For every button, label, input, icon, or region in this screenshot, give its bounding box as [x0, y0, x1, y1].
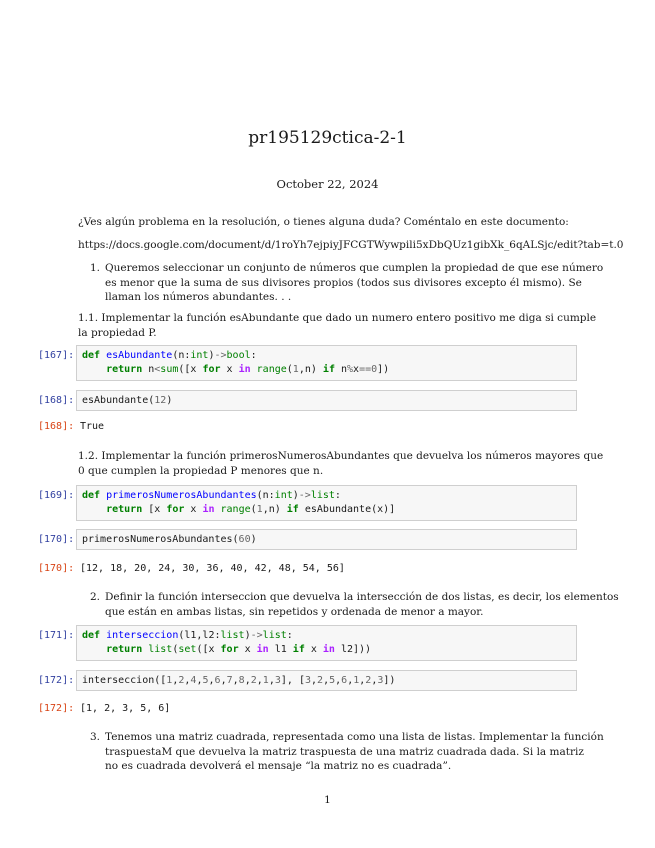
code-line: return [x for x in range(1,n) if esAbundante(x)] — [106, 503, 396, 515]
list-item-1 — [90, 261, 604, 305]
section-1-1 — [78, 311, 596, 340]
item2-line1: Definir la función interseccion que devuelva la intersección de dos listas, es decir, los elementos — [105, 591, 619, 603]
cell-168-out-prompt: [168]: — [38, 421, 75, 432]
list-item-3 — [90, 730, 604, 774]
cell-170-output: [12, 18, 20, 24, 30, 36, 40, 42, 48, 54, 56] — [80, 563, 345, 574]
document-date: October 22, 2024 — [276, 177, 379, 191]
code-line: return list(set([x for x in l1 if x in l2])) — [106, 643, 372, 655]
item3-line2: traspuestaM que devuelva la matriz traspuesta de una matriz cuadrada dada. Si la matriz — [105, 745, 584, 758]
item2-line2: que están en ambas listas, sin repetidos y ordenada de menor a mayor. — [105, 605, 484, 618]
list-item-number: 2. — [90, 591, 101, 603]
document-title: pr195129ctica-2-1 — [248, 128, 407, 148]
section-1-2 — [78, 449, 603, 478]
item3-line1: Tenemos una matriz cuadrada, representada como una lista de listas. Implementar la función — [105, 731, 604, 743]
cell-172-output: [1, 2, 3, 5, 6] — [80, 703, 171, 714]
code-line: def primerosNumerosAbundantes(n:int)->list: — [82, 490, 341, 501]
code-cell-167[interactable] — [76, 345, 577, 381]
cell-172-out-prompt: [172]: — [38, 703, 75, 714]
section-1-2-line1: 1.2. Implementar la función primerosNumerosAbundantes que devuelva los números mayores que — [78, 450, 604, 462]
item1-line1: Queremos seleccionar un conjunto de números que cumplen la propiedad de que ese número — [105, 262, 604, 274]
cell-170-prompt: [170]: — [38, 534, 75, 545]
code-cell-169[interactable] — [76, 485, 577, 521]
list-item-2 — [90, 590, 619, 619]
list-item-number: 3. — [90, 731, 101, 743]
code-cell-168[interactable]: esAbundante(12) — [76, 390, 577, 411]
section-1-1-line1: 1.1. Implementar la función esAbundante que dado un numero entero positivo me diga si cumple — [78, 312, 597, 324]
item1-line2: es menor que la suma de sus divisores propios (todos sus divisores excepto él mismo). Se — [105, 276, 582, 289]
code-cell-171[interactable] — [76, 625, 577, 661]
code-cell-170[interactable]: primerosNumerosAbundantes(60) — [76, 529, 577, 550]
cell-167-prompt: [167]: — [38, 350, 75, 361]
section-1-1-line2: la propiedad P. — [78, 326, 157, 339]
cell-170-out-prompt: [170]: — [38, 563, 75, 574]
intro-link[interactable]: https://docs.google.com/document/d/1roYh7ejpiyJFCGTWywpili5xDbQUz1gibXk_6qALSjc/edit?tab=t.0 — [78, 239, 624, 251]
cell-172-prompt: [172]: — [38, 675, 75, 686]
intro-question: ¿Ves algún problema en la resolución, o tienes alguna duda? Coméntalo en este documento: — [78, 216, 569, 228]
item1-line3: llaman los números abundantes. . . — [105, 291, 292, 303]
code-line: return n<sum([x for x in range(1,n) if n%x==0]) — [106, 363, 390, 375]
cell-169-prompt: [169]: — [38, 490, 75, 501]
code-line: def interseccion(l1,l2:list)->list: — [82, 630, 293, 641]
cell-171-prompt: [171]: — [38, 630, 75, 641]
code-line: def esAbundante(n:int)->bool: — [82, 350, 257, 361]
section-1-2-line2: 0 que cumplen la propiedad P menores que n. — [78, 464, 324, 477]
cell-168-prompt: [168]: — [38, 395, 75, 406]
item3-line3: no es cuadrada devolverá el mensaje “la matriz no es cuadrada”. — [105, 760, 452, 772]
list-item-number: 1. — [90, 262, 101, 274]
cell-168-output: True — [80, 421, 105, 432]
code-cell-172[interactable]: interseccion([1,2,4,5,6,7,8,2,1,3], [3,2,5,6,1,2,3]) — [76, 670, 577, 691]
page-number: 1 — [324, 794, 331, 806]
